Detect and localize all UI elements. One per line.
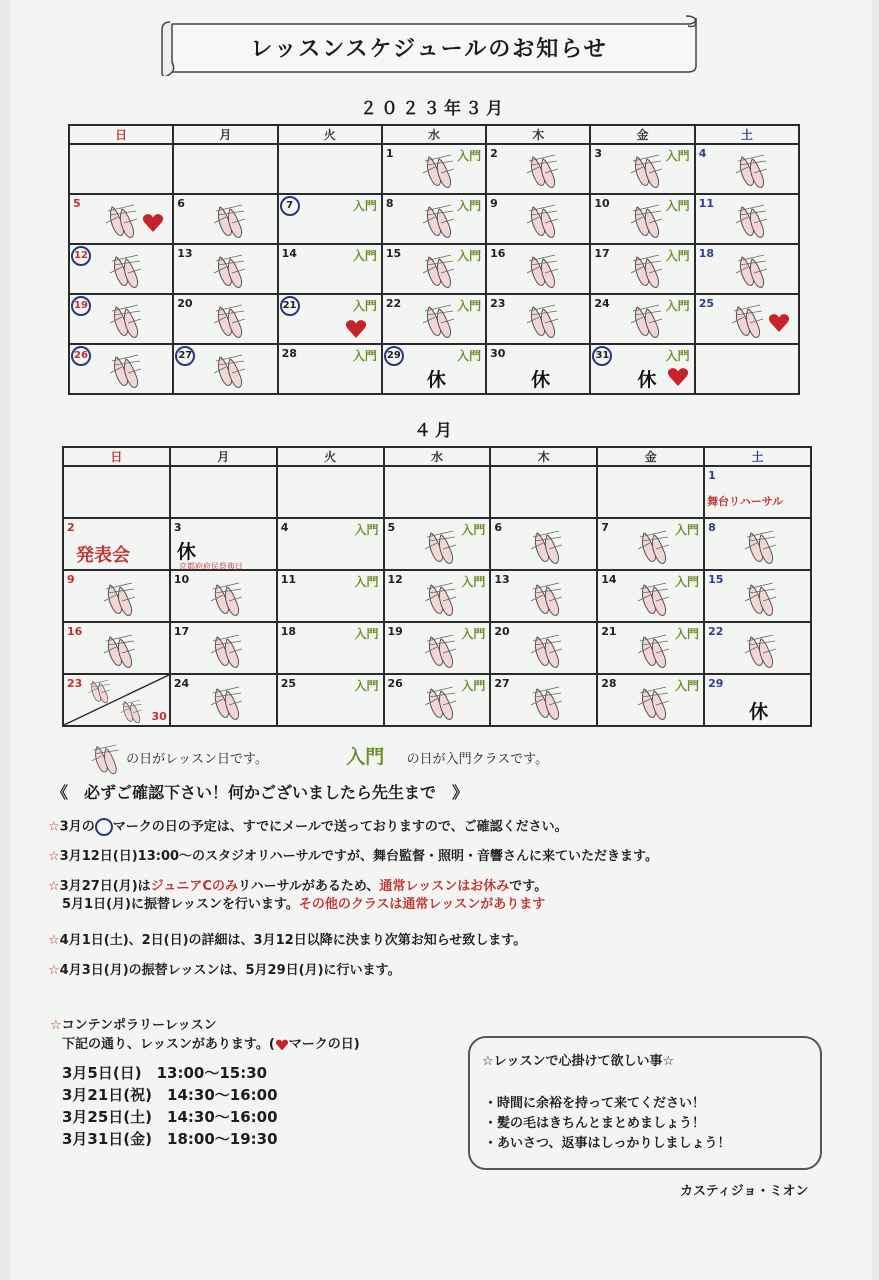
day-cell (382, 194, 486, 244)
day-cell (278, 344, 382, 394)
nyumon-label: 入門 (354, 575, 379, 589)
day-number: 27 (494, 677, 510, 690)
pointe-shoe-icon (529, 633, 563, 671)
day-number: 9 (490, 197, 498, 210)
note-text: 5月1日(月)に振替レッスンを行います。 (62, 897, 299, 912)
day-number: 5 (387, 521, 396, 534)
day-number: 17 (173, 625, 190, 638)
legend (88, 742, 548, 777)
day-cell (278, 144, 382, 194)
day-number: 1 (708, 469, 716, 482)
day-cell (486, 244, 590, 294)
day-cell (277, 674, 384, 726)
pointe-shoe-icon (209, 581, 243, 619)
day-cell (170, 674, 277, 726)
note-5 (48, 962, 400, 980)
day-cell (63, 622, 170, 674)
closed-label: 休 (531, 369, 551, 391)
pointe-shoe-icon (421, 153, 455, 191)
weekday-header: 金 (597, 447, 704, 466)
pointe-shoe-icon (743, 633, 777, 671)
day-cell (590, 344, 694, 394)
weekday-header: 土 (704, 447, 811, 466)
nyumon-label: 入門 (665, 349, 690, 363)
weekday-header: 土 (695, 125, 799, 144)
nyumon-label: 入門 (354, 523, 379, 537)
star-icon: ☆ (48, 879, 60, 894)
march-heading: ２０２３年３月 (360, 99, 507, 119)
day-cell (704, 518, 811, 570)
contemporary-line-end: マークの日) (288, 1037, 360, 1052)
march-calendar (68, 124, 800, 395)
note-text: 3月12日(日)13:00～のスタジオリハーサルですが、舞台監督・照明・音響さんに来ていただきます。 (59, 849, 658, 864)
day-cell (277, 518, 384, 570)
contemporary-title: コンテンポラリーレッスン (61, 1018, 217, 1033)
day-number: 27 (175, 346, 195, 366)
circle-mark-icon (95, 818, 113, 836)
day-cell (486, 194, 590, 244)
day-cell (173, 144, 277, 194)
note-highlight: その他のクラスは通常レッスンがあります (298, 897, 546, 912)
heart-icon (275, 1039, 289, 1051)
pointe-shoe-icon (629, 253, 663, 291)
reminder-box (468, 1036, 822, 1170)
nyumon-label: 入門 (352, 349, 377, 363)
day-number: 30 (490, 347, 506, 360)
nyumon-label: 入門 (457, 249, 482, 263)
contemporary-line: 下記の通り、レッスンがあります。( (62, 1037, 275, 1052)
weekday-header: 火 (277, 447, 384, 466)
day-number: 13 (177, 247, 193, 260)
closed-label: 休 (426, 369, 446, 391)
pointe-shoe-icon (421, 303, 455, 341)
day-number: 14 (281, 247, 297, 260)
day-number: 23 (67, 677, 83, 690)
note-text: 3月の (59, 819, 95, 835)
note-text: マークの日の予定は、すでにメールで送っておりますので、ご確認ください。 (112, 819, 568, 835)
day-cell (490, 674, 597, 726)
day-number: 6 (494, 521, 503, 534)
day-cell (704, 674, 811, 726)
nyumon-label: 入門 (457, 199, 482, 213)
day-number: 26 (71, 346, 91, 366)
pointe-shoe-icon (209, 633, 243, 671)
star-icon: ☆ (48, 849, 60, 864)
pointe-shoe-icon (730, 303, 764, 341)
day-number: 3 (594, 147, 603, 160)
day-number: 25 (280, 677, 296, 690)
day-number: 26 (387, 677, 403, 690)
day-cell (278, 194, 382, 244)
day-cell (170, 518, 277, 570)
day-number: 22 (708, 625, 724, 638)
nyumon-label: 入門 (461, 523, 486, 537)
pointe-shoe-icon (743, 581, 777, 619)
day-cell (69, 344, 173, 394)
day-cell (170, 570, 277, 622)
note-text: 4月3日(月)の振替レッスンは、5月29日(月)に行います。 (59, 963, 401, 978)
day-cell (490, 518, 597, 570)
pointe-shoe-icon (636, 633, 670, 671)
day-cell (382, 244, 486, 294)
day-number: 20 (177, 297, 193, 310)
april-calendar (62, 446, 812, 727)
pointe-shoe-icon (525, 153, 559, 191)
weekday-header: 木 (490, 447, 597, 466)
pointe-shoe-icon (636, 529, 670, 567)
day-number: 18 (280, 625, 296, 638)
nyumon-label: 入門 (457, 299, 482, 313)
day-cell (590, 294, 694, 344)
note-highlight: 通常レッスンはお休み (379, 879, 510, 894)
day-number: 21 (601, 625, 617, 638)
nyumon-label: 入門 (354, 627, 379, 641)
nyumon-label: 入門 (352, 299, 377, 313)
day-cell (486, 294, 590, 344)
day-cell (597, 466, 704, 518)
pointe-shoe-icon (423, 581, 457, 619)
heart-icon (667, 367, 689, 387)
nyumon-label: 入門 (665, 299, 690, 313)
pointe-shoe-icon (629, 203, 663, 241)
nyumon-label: 入門 (457, 149, 482, 163)
reminder-title: ☆レッスンで心掛けて欲しい事☆ (482, 1054, 675, 1069)
day-number: 4 (698, 147, 707, 160)
day-cell (704, 622, 811, 674)
pointe-shoe-icon (629, 153, 663, 191)
day-cell (695, 294, 799, 344)
april-heading: ４月 (414, 421, 456, 441)
day-number: 19 (71, 296, 91, 316)
star-icon: ☆ (48, 819, 60, 835)
reminder-item: ・あいさつ、返事はしっかりしましょう！ (484, 1136, 731, 1151)
pointe-shoe-icon (212, 353, 246, 391)
closed-label: 休 (637, 369, 657, 391)
pointe-shoe-icon (423, 529, 457, 567)
contemporary-section (50, 1016, 360, 1150)
weekday-header: 月 (170, 447, 277, 466)
day-cell (384, 570, 491, 622)
day-cell (69, 194, 173, 244)
schedule-item: 3月5日(日) 13:00～15:30 (62, 1064, 268, 1082)
nyumon-label: 入門 (665, 149, 690, 163)
day-cell (382, 294, 486, 344)
day-number: 15 (385, 247, 402, 260)
pointe-shoe-icon (629, 303, 663, 341)
day-number: 18 (698, 247, 714, 260)
weekday-header: 日 (69, 125, 173, 144)
legend-nyumon-label: 入門 (346, 746, 385, 768)
day-cell (382, 344, 486, 394)
day-cell (486, 344, 590, 394)
day-cell (277, 570, 384, 622)
pointe-shoe-icon (636, 581, 670, 619)
day-number: 12 (71, 246, 91, 266)
weekday-header: 金 (590, 125, 694, 144)
nyumon-label: 入門 (461, 627, 486, 641)
day-cell (278, 244, 382, 294)
day-number: 10 (594, 197, 610, 210)
pointe-shoe-icon (108, 353, 142, 391)
day-cell (63, 674, 170, 726)
legend-nyumon-text: の日が入門クラスです。 (406, 752, 549, 767)
signature: カスティジョ・ミオン (680, 1184, 809, 1199)
weekday-header: 水 (384, 447, 491, 466)
day-number: 29 (708, 677, 724, 690)
day-number: 7 (601, 521, 609, 534)
pointe-shoe-icon (525, 253, 559, 291)
day-number: 23 (490, 297, 506, 310)
day-cell (490, 570, 597, 622)
day-number: 17 (594, 247, 610, 260)
day-number: 14 (601, 573, 617, 586)
recital-label: 発表会 (76, 545, 130, 566)
pointe-shoe-icon (529, 529, 563, 567)
day-cell (277, 466, 384, 518)
day-cell (173, 244, 277, 294)
day-number: 11 (698, 197, 714, 210)
pointe-shoe-icon (423, 633, 457, 671)
day-cell (173, 294, 277, 344)
pointe-shoe-icon (734, 253, 768, 291)
heart-icon (142, 213, 164, 233)
day-number: 16 (67, 625, 83, 638)
day-number: 5 (73, 197, 81, 210)
day-cell (490, 466, 597, 518)
schedule-item: 3月31日(金) 18:00～19:30 (62, 1130, 278, 1148)
day-number: 7 (280, 196, 300, 216)
day-number: 29 (384, 346, 404, 366)
day-cell (590, 194, 694, 244)
rehearsal-note: 舞台リハーサル (707, 495, 784, 508)
day-number: 2 (490, 147, 498, 160)
day-number: 28 (601, 677, 617, 690)
pointe-shoe-icon (104, 203, 138, 241)
note-text: 3月27日(月)は (59, 879, 151, 894)
reminder-item: ・時間に余裕を持って来てください！ (484, 1096, 706, 1111)
pointe-shoe-icon (212, 203, 246, 241)
day-number: 19 (387, 625, 403, 638)
nyumon-label: 入門 (675, 523, 700, 537)
nyumon-label: 入門 (352, 199, 377, 213)
weekday-header: 水 (382, 125, 486, 144)
pointe-shoe-icon (525, 203, 559, 241)
weekday-header: 火 (278, 125, 382, 144)
pointe-shoe-icon (209, 685, 243, 723)
nyumon-label: 入門 (461, 575, 486, 589)
pointe-shoe-icon (102, 581, 136, 619)
pointe-shoe-icon (423, 685, 457, 723)
day-number: 2 (67, 521, 75, 534)
day-number: 11 (280, 573, 296, 586)
day-cell (590, 244, 694, 294)
day-number: 31 (592, 346, 612, 366)
day-cell (173, 344, 277, 394)
day-cell (597, 674, 704, 726)
pointe-shoe-icon (119, 699, 143, 726)
note-text: です。 (509, 879, 548, 894)
closed-label: 休 (749, 701, 769, 723)
pointe-shoe-icon (108, 303, 142, 341)
nyumon-label: 入門 (354, 679, 379, 693)
day-number: 3 (173, 521, 182, 534)
star-icon: ☆ (48, 963, 60, 978)
day-cell (384, 622, 491, 674)
day-cell (597, 518, 704, 570)
nyumon-label: 入門 (675, 627, 700, 641)
heart-icon (345, 319, 367, 339)
nyumon-label: 入門 (675, 575, 700, 589)
note-1 (48, 818, 568, 837)
nyumon-label: 入門 (675, 679, 700, 693)
day-cell (278, 294, 382, 344)
weekday-header: 月 (173, 125, 277, 144)
pointe-shoe-icon (212, 303, 246, 341)
schedule-item: 3月21日(祝) 14:30～16:00 (62, 1086, 278, 1104)
day-number: 1 (385, 147, 394, 160)
pointe-shoe-icon (108, 253, 142, 291)
day-cell (170, 622, 277, 674)
nyumon-label: 入門 (665, 249, 690, 263)
pointe-shoe-icon (421, 203, 455, 241)
day-number: 9 (67, 573, 75, 586)
day-cell (695, 194, 799, 244)
pointe-shoe-icon (88, 743, 122, 777)
weekday-header: 木 (486, 125, 590, 144)
day-number: 8 (385, 197, 394, 210)
day-number: 6 (177, 197, 185, 210)
note-text: 4月1日(土)、2日(日)の詳細は、3月12日以降に決まり次第お知らせ致します。 (59, 933, 527, 948)
day-cell (384, 466, 491, 518)
star-icon: ☆ (50, 1018, 62, 1033)
day-cell (704, 466, 811, 518)
day-number: 15 (708, 573, 724, 586)
pointe-shoe-icon (734, 153, 768, 191)
pointe-shoe-icon (529, 581, 563, 619)
pointe-shoe-icon (212, 253, 246, 291)
day-cell (63, 570, 170, 622)
holiday-note: 京都府府民祭典日 (178, 562, 243, 571)
pointe-shoe-icon (421, 253, 455, 291)
day-number: 24 (173, 677, 190, 690)
legend-lesson-text: の日がレッスン日です。 (126, 752, 268, 767)
day-cell (590, 144, 694, 194)
day-number: 30 (151, 710, 167, 723)
day-number: 21 (280, 296, 300, 316)
title-banner (160, 14, 698, 76)
day-number: 22 (385, 297, 402, 310)
page-title: レッスンスケジュールのお知らせ (250, 37, 608, 62)
day-cell (173, 194, 277, 244)
day-cell (170, 466, 277, 518)
day-cell (382, 144, 486, 194)
day-number: 16 (490, 247, 506, 260)
day-cell (486, 144, 590, 194)
nyumon-label: 入門 (457, 349, 482, 363)
note-4 (48, 932, 526, 950)
day-cell (695, 144, 799, 194)
day-number: 24 (594, 297, 610, 310)
day-cell (384, 674, 491, 726)
pointe-shoe-icon (734, 203, 768, 241)
day-cell (695, 244, 799, 294)
nyumon-label: 入門 (461, 679, 486, 693)
day-cell (69, 144, 173, 194)
day-cell (63, 518, 170, 570)
day-cell (63, 466, 170, 518)
nyumon-label: 入門 (352, 249, 377, 263)
day-number: 20 (494, 625, 510, 638)
day-number: 10 (173, 573, 190, 586)
note-3 (48, 878, 547, 914)
day-cell (277, 622, 384, 674)
pointe-shoe-icon (529, 685, 563, 723)
note-2 (48, 848, 658, 866)
heart-icon (768, 313, 790, 333)
pointe-shoe-icon (87, 679, 111, 706)
day-cell (597, 622, 704, 674)
day-number: 25 (698, 297, 714, 310)
day-cell (597, 570, 704, 622)
pointe-shoe-icon (525, 303, 559, 341)
pointe-shoe-icon (102, 633, 136, 671)
day-number: 4 (280, 521, 289, 534)
reminder-item: ・髪の毛はきちんとまとめましょう！ (484, 1116, 706, 1131)
nyumon-label: 入門 (665, 199, 690, 213)
day-number: 12 (387, 573, 403, 586)
schedule-item: 3月25日(土) 14:30～16:00 (62, 1108, 278, 1126)
note-text: リハーサルがあるため、 (237, 879, 380, 894)
day-cell (695, 344, 799, 394)
day-number: 8 (708, 521, 716, 534)
day-cell (69, 294, 173, 344)
day-number: 13 (494, 573, 510, 586)
check-title: 《 必ずご確認下さい！何かございましたら先生まで 》 (52, 783, 469, 802)
star-icon: ☆ (48, 933, 60, 948)
day-number: 28 (281, 347, 297, 360)
pointe-shoe-icon (743, 529, 777, 567)
day-cell (490, 622, 597, 674)
day-cell (704, 570, 811, 622)
pointe-shoe-icon (636, 685, 670, 723)
note-highlight: ジュニアCのみ (150, 879, 238, 894)
closed-label: 休 (176, 541, 196, 563)
day-cell (69, 244, 173, 294)
weekday-header: 日 (63, 447, 170, 466)
day-cell (384, 518, 491, 570)
